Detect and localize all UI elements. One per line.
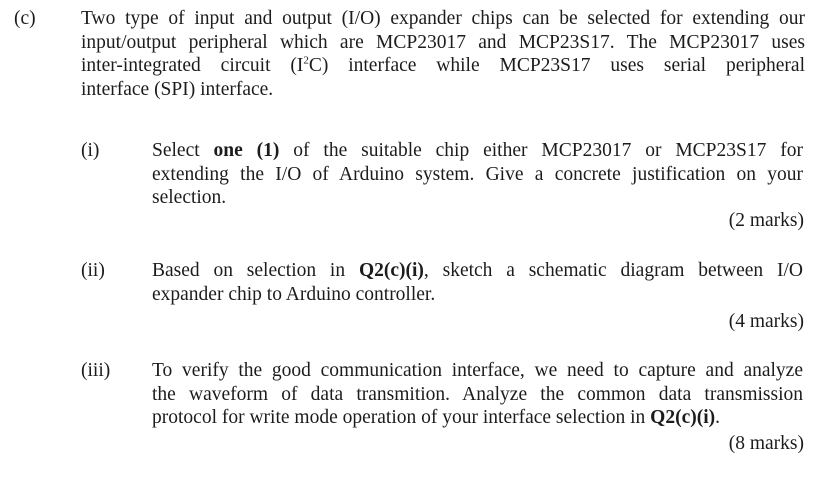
question-line-1 [152,259,803,283]
marks-label: (2 marks) [728,210,804,231]
intro-paragraph [81,7,805,101]
question-number: (iii) [81,360,111,381]
intro-line-3-start: inter-integrated circuit (I [81,55,304,76]
question-line-3-start: protocol for write mode operation of your interface selection in [152,407,651,428]
question-line-3-end: . [715,407,720,428]
question-line-1-end: of the suitable chip either MCP23017 or MCP23S17 for [279,140,803,161]
question-line-1: To verify the good communication interface, we need to capture and analyze [152,360,803,381]
intro-line-3 [81,54,805,78]
intro-line-4: interface (SPI) interface. [81,78,274,100]
question-line-3: selection. [152,187,227,208]
intro-line-1: Two type of input and output (I/O) expander chips can be selected for extending our [81,8,805,29]
question-text [152,139,803,210]
question-line-2: the waveform of data transmition. Analyze the common data transmission [152,383,803,405]
marks-label: (4 marks) [728,311,804,332]
question-line-1-start: Based on selection in [152,260,359,281]
question-emphasis: one (1) [213,140,280,161]
question-line-1 [152,139,803,163]
i2c-superscript: 2 [303,54,309,67]
question-number: (ii) [81,260,105,281]
section-label: (c) [14,8,36,29]
question-line-2: extending the I/O of Arduino system. Give a concrete justification on your [152,163,803,185]
question-line-1-end: , sketch a schematic diagram between I/O [423,260,804,281]
question-line-1-start: Select [152,140,214,161]
question-number: (i) [81,140,100,161]
intro-line-2: input/output peripheral which are MCP23017 and MCP23S17. The MCP23017 uses [81,31,805,53]
question-text [152,359,803,430]
marks-label: (8 marks) [728,433,804,454]
question-reference: Q2(c)(i) [650,407,716,428]
intro-line-3-end: C) interface while MCP23S17 uses serial peripheral [308,55,805,76]
question-line-3 [152,406,803,430]
question-text [152,259,803,306]
question-line-2: expander chip to Arduino controller. [152,283,436,305]
question-reference: Q2(c)(i) [358,260,424,281]
